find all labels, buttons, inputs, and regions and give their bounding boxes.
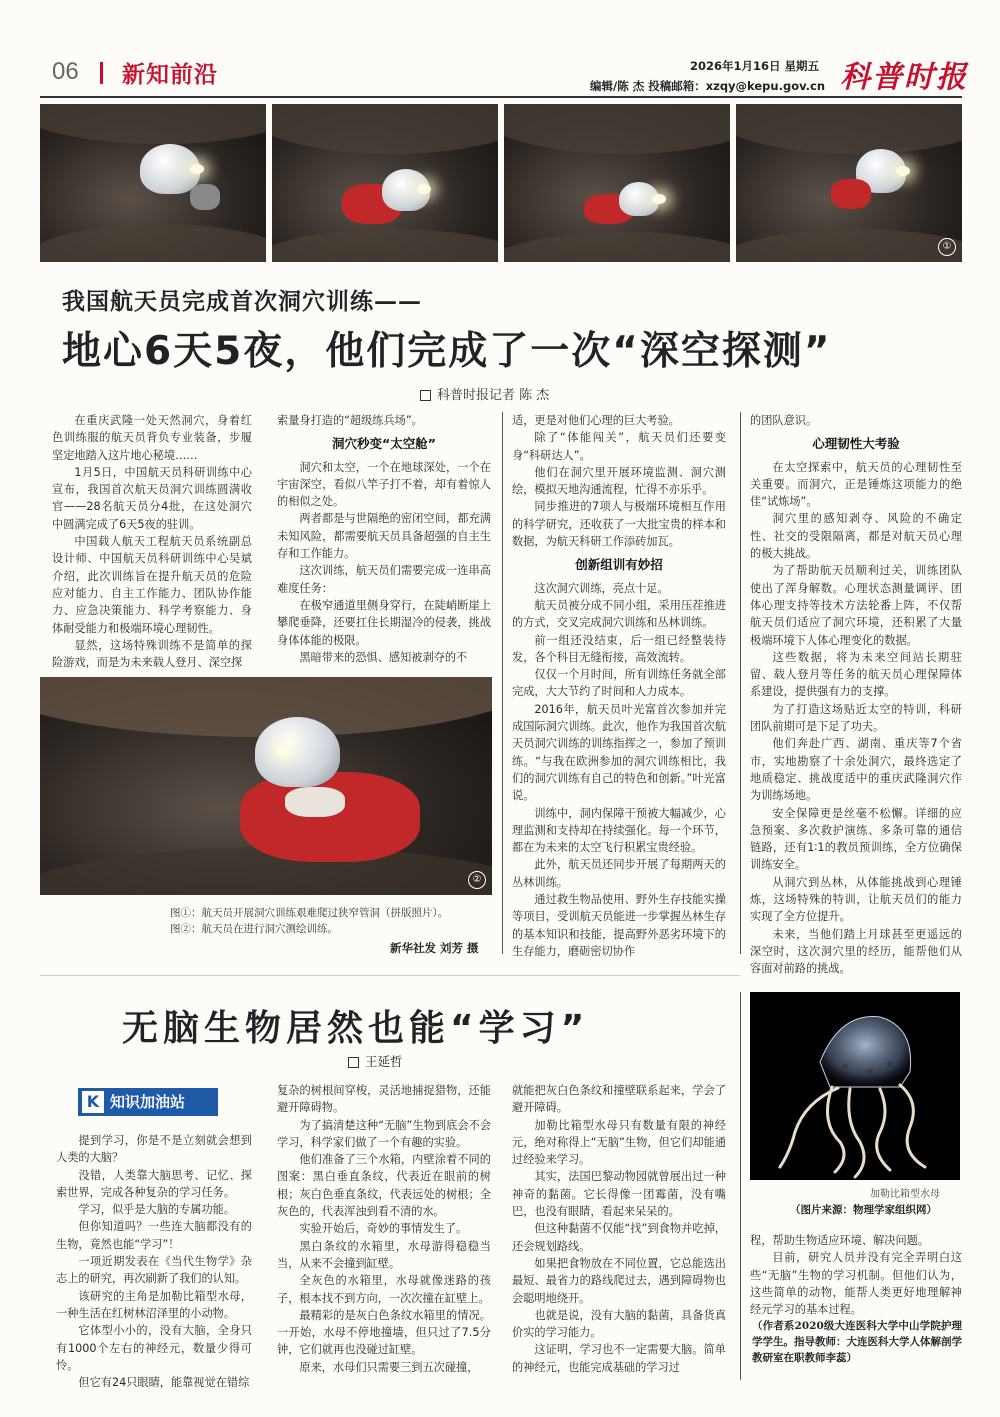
paragraph: 为了打造这场贴近太空的特训，科研团队前期可是下足了功夫。 [750, 702, 962, 734]
byline-text: 王延哲 [365, 1054, 403, 1069]
paragraph: 在重庆武隆一处天然洞穴，身着红色训练服的航天员背负专业装备，步履坚定地踏入这片地心秘境…… [52, 414, 252, 462]
article2-column-1 [56, 1132, 252, 1391]
paragraph: 洞穴和太空，一个在地球深处，一个在宇宙深空，看似八竿子打不着，却有着惊人的相似之处。 [277, 460, 491, 509]
paragraph: 两者都是与世隔绝的密闭空间，都充满未知风险，都需要航天员具备超强的自主生存和工作能力。 [277, 512, 491, 561]
subhead-innovation: 创新组训有妙招 [575, 557, 663, 573]
jellyfish-caption: 加勒比箱型水母 [870, 1189, 940, 1200]
article1-column-1 [52, 412, 252, 671]
paragraph: 目前，研究人员并没有完全弄明白这些“无脑”生物的学习机制。但他们认为，这些简单的动物，能帮人类更好地理解神经元学习的基本过程。 [750, 1251, 962, 1317]
paragraph: 的团队意识。 [750, 414, 818, 427]
paragraph: 黑暗带来的恐惧、感知被剥夺的不 [299, 650, 468, 664]
photo-badge-1: ① [938, 238, 956, 256]
paragraph: 全灰色的水箱里，水母就像迷路的孩子，根本找不到方向，一次次撞在缸壁上。 [277, 1274, 491, 1305]
byline-box-icon [420, 390, 431, 401]
photo-caption-2: 图②：航天员在进行洞穴测绘训练。 [170, 923, 338, 935]
paragraph: 他们准备了三个水箱，内壁涂着不同的图案：黑白垂直条纹，代表近在眼前的树根；灰白色垂直条纹，代表远处的树根；全灰色的，代表浑浊到看不清的水。 [277, 1153, 491, 1219]
photo-cave-2 [272, 104, 498, 262]
paragraph: 就能把灰白色条纹和撞壁联系起来，学会了避开障碍。 [512, 1084, 726, 1115]
paragraph: 航天员被分成不同小组，采用压茬推进的方式，交叉完成洞穴训练和丛林训练。 [512, 598, 726, 630]
paragraph: 这些数据，将为未来空间站长期驻留、载人登月等任务的航天员心理保障体系建设，提供强有力的支撑。 [750, 650, 962, 699]
column-tag [78, 1088, 218, 1116]
section-title: 新知前沿 [122, 62, 218, 88]
paragraph: 这次洞穴训练，亮点十足。 [534, 581, 669, 595]
jellyfish-illustration [750, 992, 960, 1180]
jellyfish-source: （图片来源：物理学家组织网） [790, 1204, 937, 1216]
article-separator [40, 975, 740, 976]
page-number: 06 [52, 58, 79, 85]
editor-line: 编辑/陈 杰 投稿邮箱：xzqy@kepu.gov.cn [590, 79, 826, 93]
article2-byline [348, 1052, 403, 1070]
article1-column-2 [277, 412, 491, 666]
paragraph: 在极窄通道里侧身穿行，在陡峭断崖上攀爬垂降，还要扛住长期湿冷的侵袭，挑战身体体能的极限。 [277, 598, 491, 647]
paragraph: 他们在洞穴里开展环境监测、洞穴测绘，模拟天地沟通流程，忙得不亦乐乎。 [512, 465, 726, 497]
paragraph: 也就是说，没有大脑的黏菌，具备货真价实的学习能力。 [512, 1308, 726, 1340]
paragraph: 最精彩的是灰白色条纹水箱里的情况。一开始，水母不停地撞墙，但只过了7.5分钟，它们就再也没碰过缸壁。 [277, 1308, 491, 1357]
byline-text: 科普时报记者 陈 杰 [437, 388, 550, 403]
paragraph: 这次训练，航天员们需要完成一连串高难度任务： [277, 564, 491, 595]
paragraph: 前一组还没结束，后一组已经整装待发，各个科目无缝衔接，高效流转。 [512, 633, 726, 664]
photo-cave-4 [736, 104, 962, 262]
issue-date: 2026年1月16日 星期五 [690, 59, 820, 73]
paragraph: 除了“体能闯关”，航天员们还要变身“科研达人”。 [512, 431, 726, 462]
paragraph: 为了帮助航天员顺利过关，训练团队使出了浑身解数。心理状态测量调评、团体心理支持等技术方法轮番上阵，不仅帮航天员们适应了洞穴环境，还积累了大量极端环境下人体心理变化的数据。 [750, 564, 962, 647]
paragraph: 适，更是对他们心理的巨大考验。 [512, 414, 680, 427]
paragraph: 该研究的主角是加勒比箱型水母，一种生活在红树林沼泽里的小动物。 [56, 1289, 252, 1320]
paragraph: 显然，这场特殊训练不是简单的探险游戏，而是为未来载人登月、深空探 [52, 638, 252, 670]
column-rule [740, 992, 741, 1380]
gloved-hands [285, 787, 345, 817]
paragraph: 实验开始后，奇妙的事情发生了。 [299, 1222, 468, 1236]
paragraph: 它体型小小的，没有大脑，全身只有1000个左右的神经元，数量少得可怜。 [56, 1324, 252, 1372]
paragraph: 在太空探索中，航天员的心理韧性至关重要。而洞穴，正是锤炼这项能力的绝佳“试炼场”。 [750, 460, 962, 509]
paragraph: 为了搞清楚这种“无脑”生物到底会不会学习，科学家们做了一个有趣的实验。 [277, 1118, 491, 1149]
photo-caption-1: 图①：航天员开展洞穴训练艰难爬过狭窄管洞（拼版照片）。 [170, 907, 449, 919]
article2-column-4 [750, 1232, 962, 1318]
article1-kicker: 我国航天员完成首次洞穴训练—— [62, 288, 422, 315]
paragraph: 从洞穴到丛林，从体能挑战到心理锤炼，这场特殊的特训，让航天员们的能力实现了全方位提升。 [750, 875, 962, 924]
paragraph: 未来，当他们踏上月球甚至更遥远的深空时，这次洞穴里的经历，能帮他们从容面对前路的挑战。 [750, 927, 962, 976]
paragraph: 中国载人航天工程航天员系统副总设计师、中国航天员科研训练中心吴斌介绍，此次训练旨在提升航天员的危险应对能力、自主工作能力、团队协作能力、应急决策能力、科学考察能力、身体耐受能力和极端环境心理韧性。 [52, 535, 252, 635]
paragraph: 1月5日，中国航天员科研训练中心宣布，我国首次航天员洞穴训练圆满收官——28名航天员分4批，在这处洞穴中圆满完成了6天5夜的驻训。 [52, 465, 252, 531]
paragraph: 但你知道吗？一些连大脑都没有的生物，竟然也能“学习”！ [56, 1220, 252, 1251]
paragraph: 洞穴里的感知剥夺、风险的不确定性、社交的受限隔离，都是对航天员心理的极大挑战。 [750, 512, 962, 561]
paragraph: 复杂的树根间穿梭，灵活地捕捉猎物，还能避开障碍物。 [277, 1084, 491, 1115]
photo-cave-3 [504, 104, 730, 262]
photo-badge-2: ② [468, 871, 486, 889]
article1-byline [420, 384, 549, 403]
paragraph: 这证明，学习也不一定需要大脑。简单的神经元，也能完成基础的学习过 [512, 1343, 726, 1374]
paragraph: 没错，人类靠大脑思考、记忆、探索世界，完成各种复杂的学习任务。 [56, 1168, 252, 1199]
byline-box-icon [348, 1057, 359, 1068]
paragraph: 安全保障更是丝毫不松懈。详细的应急预案、多次救护演练、多条可靠的通信链路，还有1∶1的教员预训练，全方位确保训练安全。 [750, 806, 962, 872]
paragraph: 其实，法国巴黎动物园就曾展出过一种神奇的黏菌。它长得像一团霉菌，没有嘴巴，也没有眼睛，看起来呆呆的。 [512, 1170, 726, 1219]
paragraph: 如果把食物放在不同位置，它总能选出最短、最省力的路线爬过去，遇到障碍物也会聪明地绕开。 [512, 1256, 726, 1305]
paragraph: 索量身打造的“超级练兵场”。 [277, 414, 423, 427]
photo-box-jellyfish [750, 992, 960, 1180]
paragraph: 黑白条纹的水箱里，水母游得稳稳当当，从来不会撞到缸壁。 [277, 1239, 491, 1270]
paragraph: 程，帮助生物适应环境、解决问题。 [750, 1234, 930, 1247]
article2-column-2 [277, 1082, 491, 1376]
paragraph: 仅仅一个月时间，所有训练任务就全部完成，大大节约了时间和人力成本。 [512, 668, 726, 699]
column-rule [502, 412, 503, 954]
paragraph: 原来，水母们只需要三到五次碰撞， [299, 1360, 479, 1374]
paragraph: 一项近期发表在《当代生物学》杂志上的研究，再次刷新了我们的认知。 [56, 1255, 252, 1286]
header-divider [100, 62, 103, 84]
article1-column-3 [512, 412, 726, 960]
paragraph: 训练中，洞内保障干预被大幅减少，心理监测和支持却在持续强化。每一个环节，都在为未来的太空飞行积累宝贵经验。 [512, 806, 726, 855]
newspaper-logo: 科普时报 [840, 60, 968, 95]
paragraph: 2016年，航天员叶光富首次参加并完成国际洞穴训练。此次，他作为我国首次航天员洞穴训练的训练指挥之一，参加了预训练。“与我在欧洲参加的洞穴训练相比，我们的洞穴训练有自己的特色和创新。”叶光富说。 [512, 702, 726, 803]
article2-headline: 无脑生物居然也能“学习” [122, 1008, 590, 1049]
paragraph: 通过救生物品使用、野外生存技能实操等项目，受训航天员能进一步掌握丛林生存的基本知识和技能，提高野外恶劣环境下的生存能力，磨砺密切协作 [512, 893, 726, 958]
column-tag-letter: K [82, 1091, 104, 1113]
article1-headline: 地心6天5夜，他们完成了一次“深空探测” [62, 329, 832, 374]
author-note: （作者系2020级大连医科大学中山学院护理学学生。指导教师：大连医科大学人体解剖学教研室在职教师李蕊） [752, 1320, 962, 1364]
paragraph: 此外，航天员还同步开展了每期两天的丛林训练。 [512, 858, 726, 889]
photo-cave-survey [40, 677, 492, 895]
photo-credit: 新华社发 刘芳 摄 [390, 941, 479, 955]
column-rule [740, 412, 741, 954]
photo-cave-1 [40, 104, 266, 262]
paragraph: 但它有24只眼睛，能靠视觉在错综 [78, 1376, 250, 1390]
paragraph: 学习，似乎是大脑的专属功能。 [78, 1203, 236, 1217]
article1-column-4 [750, 412, 962, 978]
paragraph: 加勒比箱型水母只有数量有限的神经元，绝对称得上“无脑”生物，但它们却能通过经验来学习。 [512, 1118, 726, 1167]
paragraph: 但这种黏菌不仅能“找”到食物并吃掉，还会规划路线。 [512, 1222, 726, 1253]
paragraph: 他们奔赴广西、湖南、重庆等7个省市，实地勘察了十余处洞穴，最终选定了地质稳定、挑战度适中的重庆武隆洞穴作为训练场地。 [750, 737, 962, 803]
article2-column-3 [512, 1082, 726, 1376]
paragraph: 同步推进的7项人与极端环境相互作用的科学研究，还收获了一大批宝贵的样本和数据，为航天科研工作添砖加瓦。 [512, 500, 726, 549]
subhead-cave-capsule: 洞穴秒变“太空舱” [332, 436, 436, 452]
column-tag-label: 知识加油站 [110, 1093, 186, 1111]
paragraph: 提到学习，你是不是立刻就会想到人类的大脑？ [56, 1134, 252, 1165]
subhead-mental-resilience: 心理韧性大考验 [812, 436, 900, 452]
header-rule [40, 96, 962, 98]
